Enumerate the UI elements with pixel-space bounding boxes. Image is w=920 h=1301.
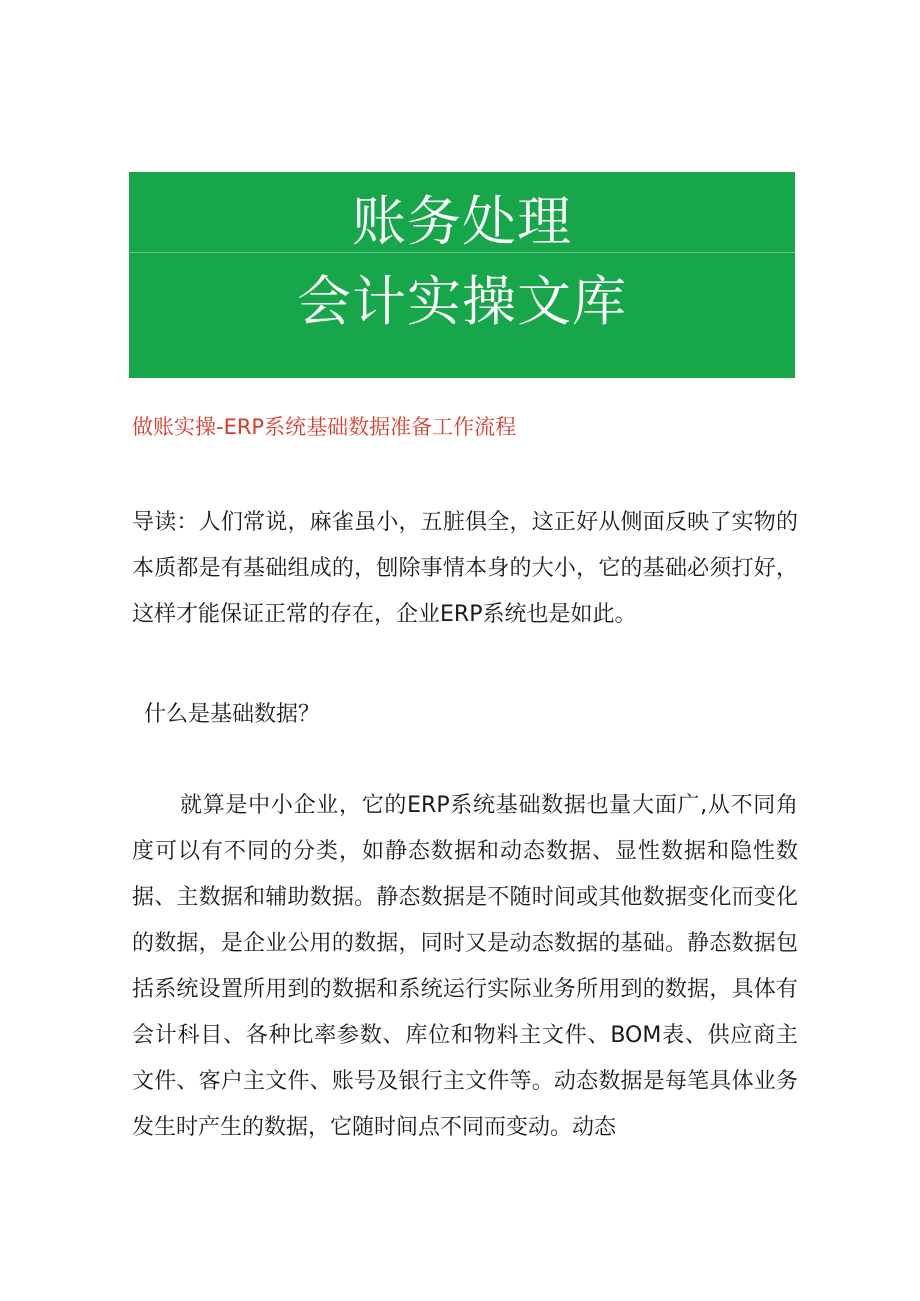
banner-divider (129, 252, 795, 253)
intro-paragraph: 导读：人们常说，麻雀虽小，五脏俱全，这正好从侧面反映了实物的本质都是有基础组成的，刨除事情本身的大小，它的基础必须打好，这样才能保证正常的存在，企业ERP系统也是如此。 (132, 510, 798, 627)
document-title: 做账实操-ERP系统基础数据准备工作流程 (132, 415, 517, 439)
body-paragraph: 就算是中小企业，它的ERP系统基础数据也量大面广,从不同角度可以有不同的分类，如静态数据和动态数据、显性数据和隐性数据、主数据和辅助数据。静态数据是不随时间或其他数据变化而变化的数据，是企业公用的数据，同时又是动态数据的基础。静态数据包括系统设置所用到的数据和系统运行实际业务所用到的数据，具体有会计科目、各种比率参数、库位和物料主文件、BOM表、供应商主文件、客户主文件、账号及银行主文件等。动态数据是每笔具体业务发生时产生的数据，它随时间点不同而变动。动态 (132, 793, 798, 1140)
header-banner (129, 172, 795, 378)
section-question: 什么是基础数据？ (144, 702, 321, 727)
banner-title-line1: 账务处理 (352, 190, 572, 253)
banner-title-line2: 会计实操文库 (297, 270, 627, 333)
